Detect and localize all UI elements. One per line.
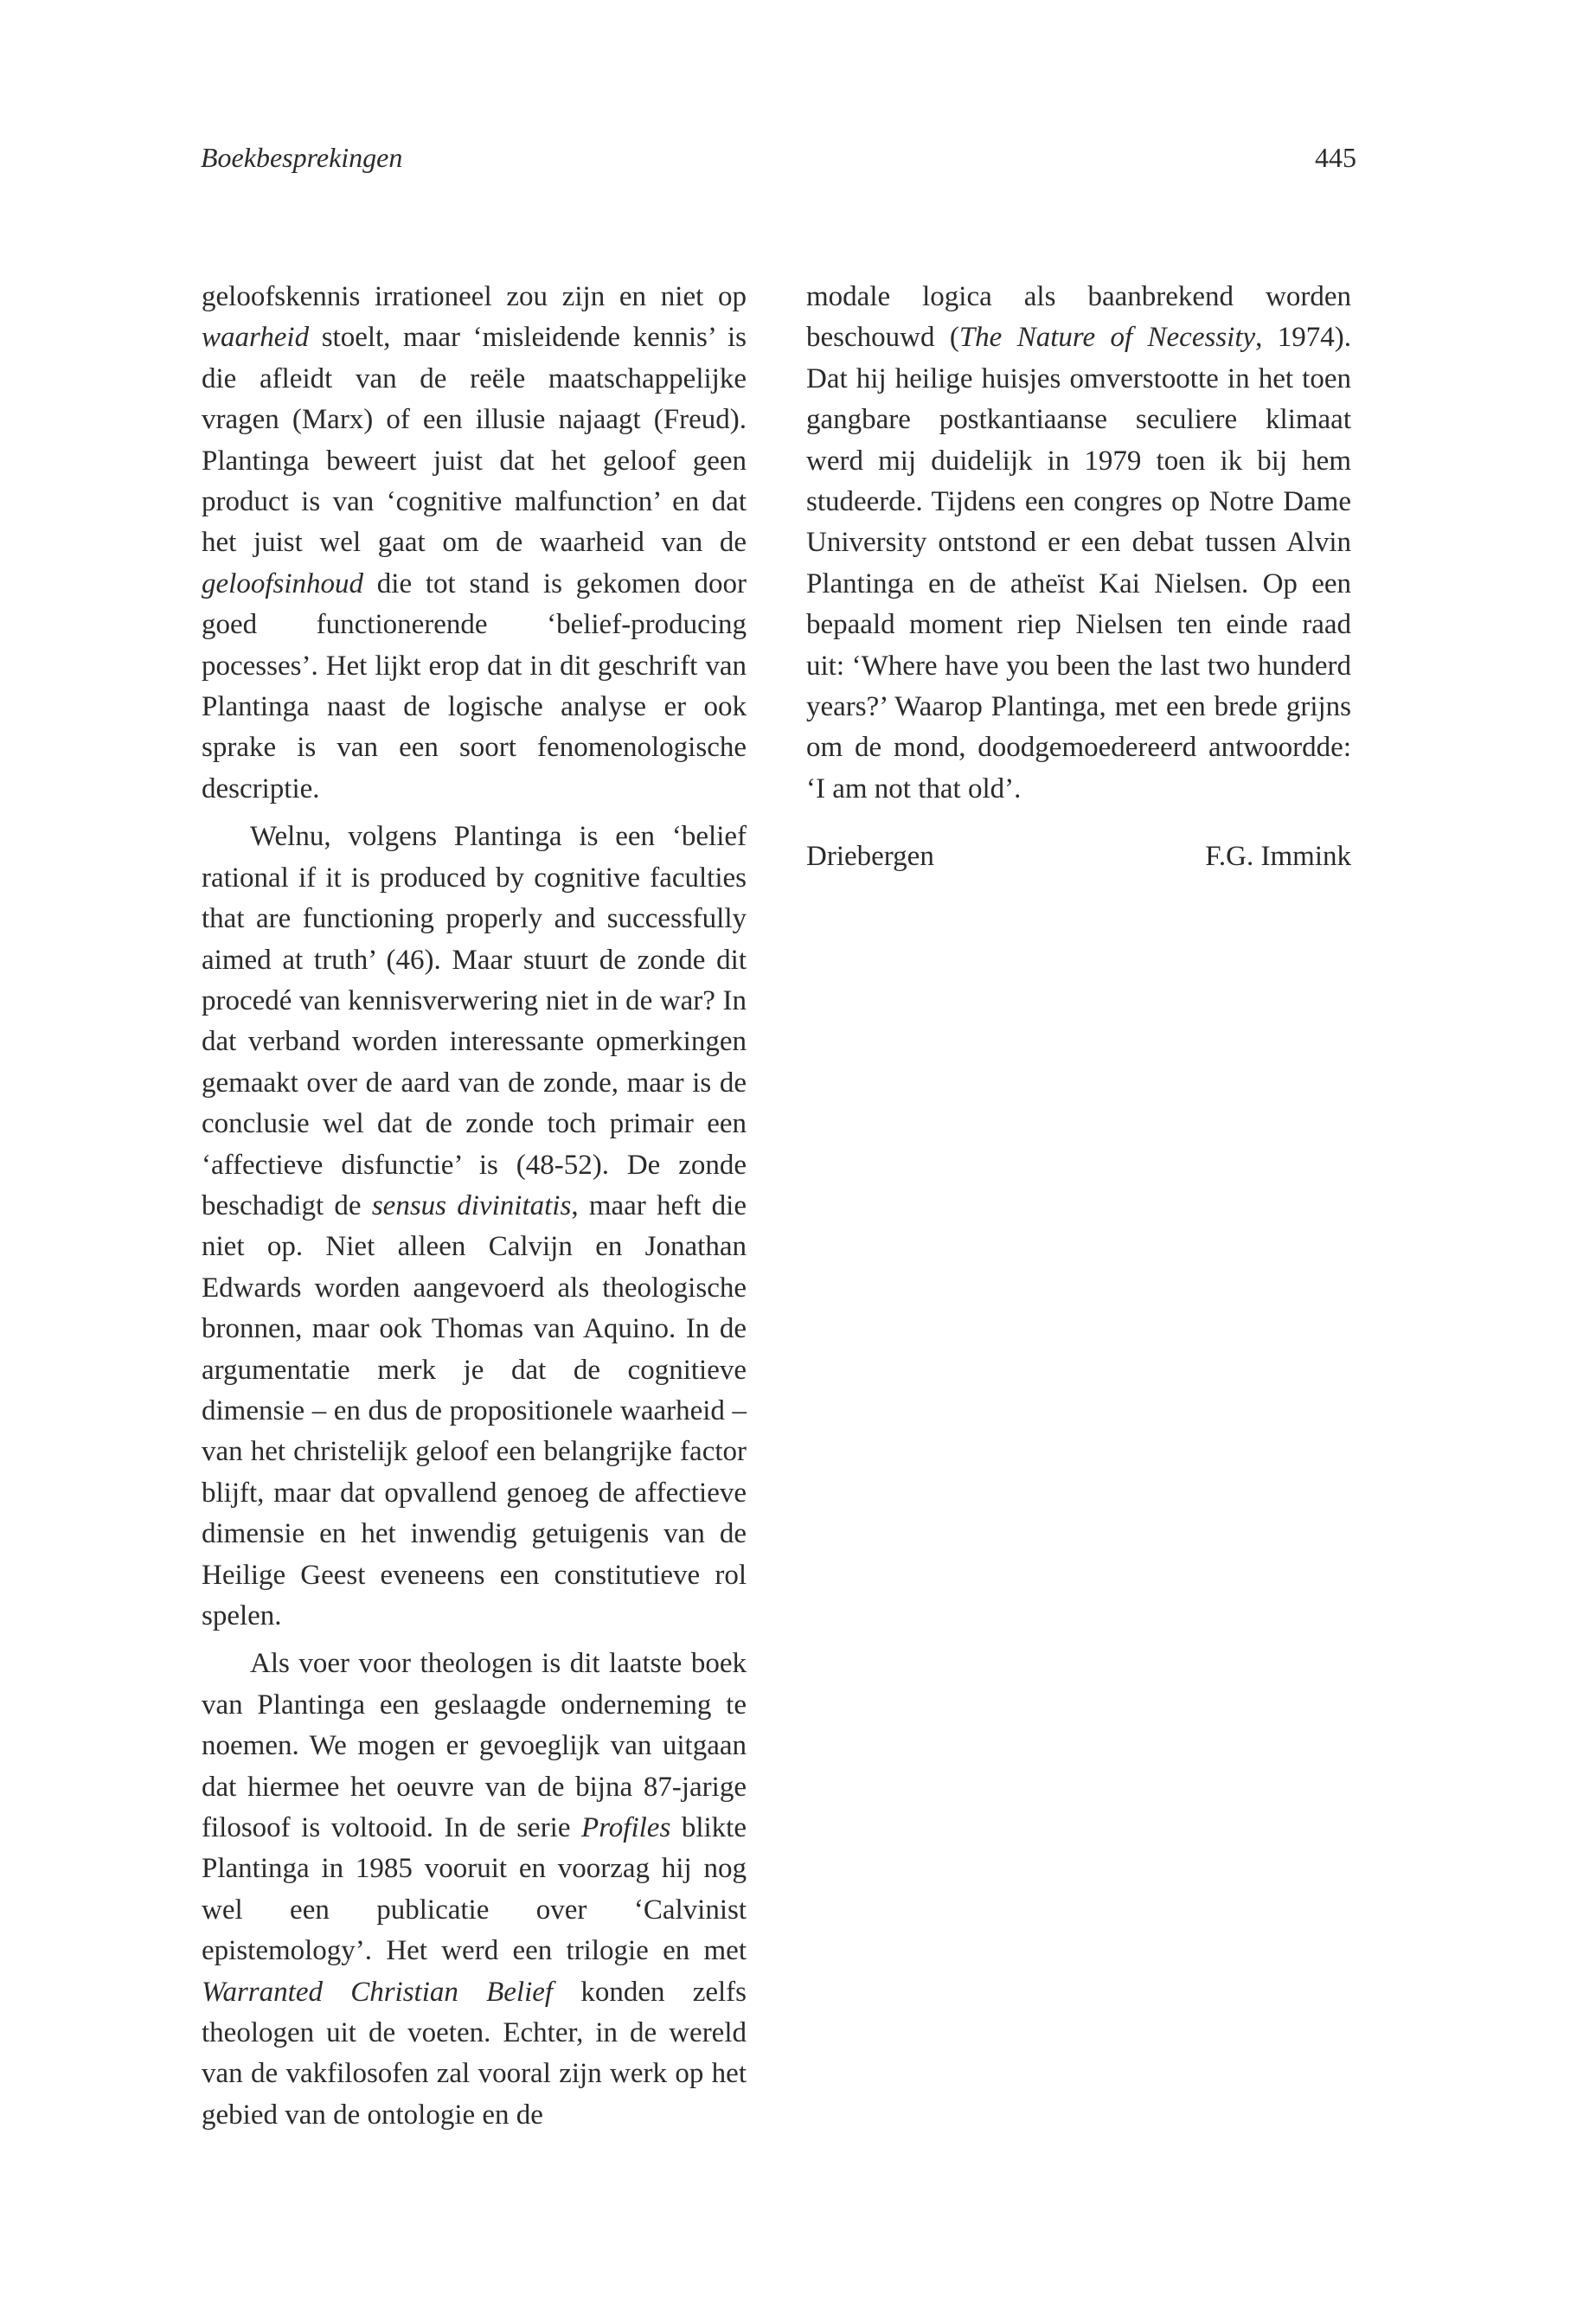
running-head: [201, 137, 1356, 178]
italic-text: sensus divinitatis: [371, 1189, 572, 1221]
paragraph: [202, 1644, 747, 2136]
italic-text: Warranted Christian Belief: [202, 1976, 554, 2008]
text-run: Als voer voor theologen is dit laatste boek van Plantinga een geslaagde onderneming te noemen. We mogen er gevoeglijk van uitgaan dat hiermee het oeuvre van de bijna 87-jarige filosoof is voltooid. In de serie: [202, 1648, 747, 1844]
signature: [806, 836, 1351, 877]
paragraph: [202, 817, 747, 1637]
text-run: , maar heft die niet op. Niet alleen Calvijn en Jonathan Edwards worden aangevoerd als theologische bronnen, maar ook Thomas van Aquino. In de argumentatie merk je dat de cognitieve dimensie – en dus de propositionele waarheid – van het christelijk geloof een belangrijke factor blijft, maar dat opvallend genoeg de affectieve dimensie en het inwendig getuigenis van de Heilige Geest eveneens een constitutieve rol spelen.: [202, 1189, 747, 1631]
italic-text: The Nature of Necessity: [958, 322, 1256, 354]
text-run: konden zelfs theologen uit de voeten. Echter, in de wereld van de vakfilosofen zal vooral zijn werk op het gebied van de ontologie en de: [202, 1976, 747, 2131]
right-column: [806, 277, 1351, 877]
paragraph: [202, 277, 747, 810]
italic-text: Profiles: [581, 1812, 671, 1844]
page-number: 445: [1315, 142, 1356, 173]
text-run: Welnu, volgens Plantinga is een ‘belief rational if it is produced by cognitive faculties that are functioning properly and successfully aimed at truth’ (46). Maar stuurt de zonde dit procedé van kennisverwering niet in de war? In dat verband worden interessante opmerkingen gemaakt over de aard van de zonde, maar is de conclusie wel dat de zonde toch primair een ‘affectieve disfunctie’ is (48-52). De zonde beschadigt de: [202, 821, 747, 1221]
signature-author: F.G. Immink: [1205, 841, 1351, 873]
signature-place: Driebergen: [806, 841, 934, 873]
text-run: blikte Plantinga in 1985 vooruit en voorzag hij nog wel een publicatie over ‘Calvinist epistemology’. Het werd een trilogie en met: [202, 1812, 747, 1967]
italic-text: waarheid: [202, 322, 310, 354]
running-head-title: Boekbesprekingen: [201, 142, 403, 173]
text-run: stoelt, maar ‘misleidende kennis’ is die afleidt van de reële maatschappelijke vragen (Marx) of een illusie najaagt (Freud). Plantinga beweert juist dat het geloof geen product is van ‘cognitive malfunction’ en dat het juist wel gaat om de waarheid van de: [202, 322, 747, 559]
text-run: die tot stand is gekomen door goed functionerende ‘belief-producing pocesses’. Het lijkt erop dat in dit geschrift van Plantinga naast de logische analyse er ook sprake is van een soort fenomenologische descriptie.: [202, 567, 747, 804]
text-run: geloofskennis irrationeel zou zijn en niet op: [202, 281, 747, 312]
left-column: [202, 277, 747, 2136]
italic-text: geloofsinhoud: [202, 567, 363, 599]
text-run: , 1974). Dat hij heilige huisjes omverstootte in het toen gangbare postkantiaanse seculiere klimaat werd mij duidelijk in 1979 toen ik bij hem studeerde. Tijdens een congres op Notre Dame University ontstond er een debat tussen Alvin Plantinga en de atheïst Kai Nielsen. Op een bepaald moment riep Nielsen ten einde raad uit: ‘Where have you been the last two hunderd years?’ Waarop Plantinga, met een brede grijns om de mond, doodgemoedereerd antwoordde: ‘I am not that old’.: [806, 322, 1351, 804]
text-run: modale logica als baanbrekend worden beschouwd (: [806, 281, 1351, 354]
paragraph: [806, 277, 1351, 810]
